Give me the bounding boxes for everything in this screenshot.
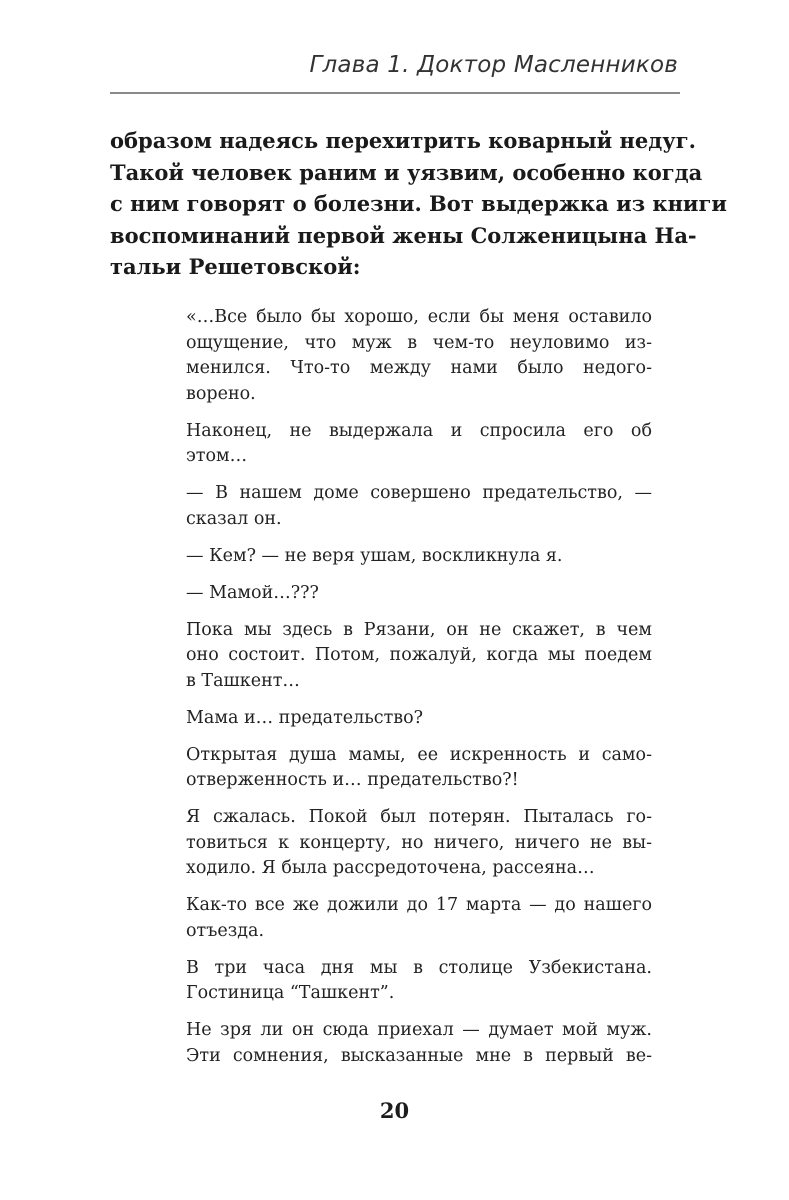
quote-line: ходило. Я была рассредоточена, рассеяна…: [186, 858, 595, 878]
main-text-line: тальи Решетовской:: [110, 254, 361, 279]
quote-line: сказал он.: [186, 508, 282, 529]
quote-paragraph: [186, 618, 652, 695]
page-number: 20: [379, 1098, 410, 1123]
quote-paragraph: [186, 305, 652, 407]
quote-line: — Мамой…???: [186, 582, 319, 603]
quote-line: Не зря ли он сюда приехал — думает мой муж.: [186, 1020, 652, 1040]
quote-paragraph: [186, 956, 652, 1007]
main-text-line: воспоминаний первой жены Солженицына На-: [110, 222, 697, 248]
quote-paragraph: [186, 544, 652, 570]
main-text-block: [110, 125, 727, 283]
quote-line: Пока мы здесь в Рязани, он не скажет, в чем: [186, 619, 652, 640]
quote-line: Как-то все же дожили до 17 марта — до нашего: [186, 895, 652, 915]
main-text-line: с ним говорят о болезни. Вот выдержка из книги: [110, 191, 727, 216]
quote-line: этом…: [186, 446, 248, 466]
quote-paragraph: [186, 419, 652, 470]
running-header: [110, 50, 680, 94]
quote-paragraph: [186, 743, 652, 794]
quote-line: Наконец, не выдержала и спросила его об: [186, 420, 652, 441]
quote-line: ощущение, что муж в чем-то неуловимо из-: [186, 332, 652, 353]
quote-line: оно состоит. Потом, пожалуй, когда мы поедем: [186, 645, 652, 665]
quote-paragraph: [186, 481, 652, 532]
main-text-line: образом надеясь перехитрить коварный недуг.: [110, 128, 696, 153]
quote-line: Я сжалась. Покой был потерян. Пыталась го-: [186, 807, 652, 827]
quote-line: «…Все было бы хорошо, если бы меня оставило: [186, 307, 652, 327]
quotation-block: [186, 305, 652, 1081]
quote-line: Открытая душа мамы, ее искренность и само-: [186, 744, 652, 765]
quote-line: ворено.: [186, 383, 256, 404]
chapter-title: Глава 1. Доктор Масленников: [309, 52, 678, 78]
quote-line: — В нашем доме совершено предательство, —: [186, 483, 652, 503]
quote-line: в Ташкент…: [186, 670, 300, 691]
quote-line: — Кем? — не веря ушам, воскликнула я.: [186, 545, 563, 566]
quote-line: Гостиница “Ташкент”.: [186, 983, 395, 1003]
quote-line: менился. Что-то между нами было недого-: [186, 358, 652, 378]
quote-line: В три часа дня мы в столице Узбекистана.: [186, 957, 652, 978]
quote-line: Эти сомнения, высказанные мне в первый ве-: [186, 1045, 652, 1066]
quote-paragraph: [186, 581, 652, 607]
quote-line: товиться к концерту, но ничего, ничего не вы-: [186, 832, 652, 853]
quote-line: Мама и… предательство?: [186, 707, 424, 728]
quote-paragraph: [186, 893, 652, 944]
quote-paragraph: [186, 1018, 652, 1069]
main-text-line: Такой человек раним и уязвим, особенно когда: [110, 159, 703, 185]
quote-line: отъезда.: [186, 920, 265, 941]
quote-paragraph: [186, 805, 652, 882]
quote-line: отверженность и… предательство?!: [186, 770, 519, 790]
quote-paragraph: [186, 706, 652, 732]
